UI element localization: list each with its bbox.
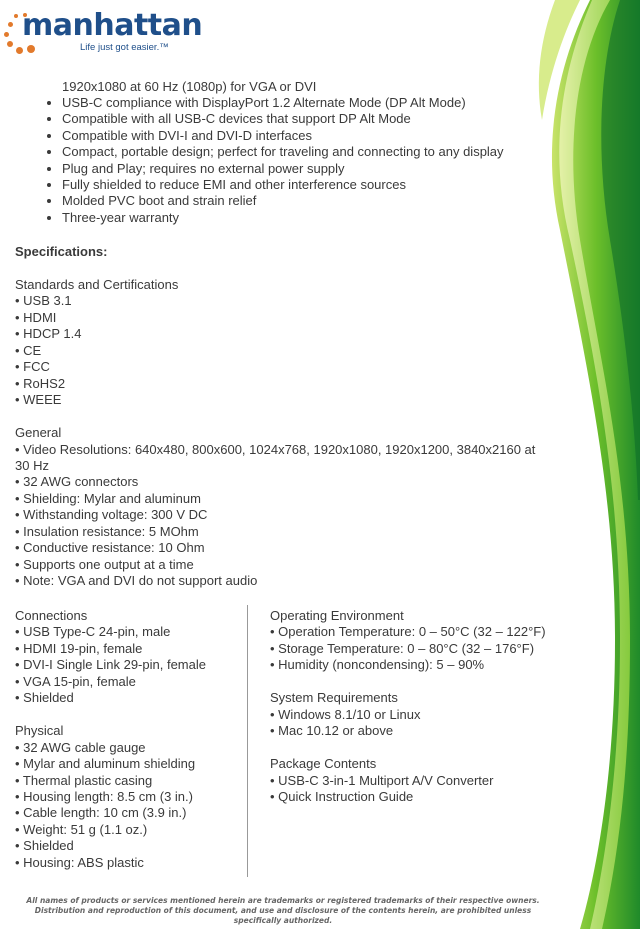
- spec-item: • FCC: [15, 359, 50, 375]
- spec-item: • Weight: 51 g (1.1 oz.): [15, 821, 148, 837]
- spec-item: • Note: VGA and DVI do not support audio: [15, 573, 258, 589]
- spec-item: • Shielded: [15, 690, 74, 706]
- spec-item: • Windows 8.1/10 or Linux: [270, 706, 421, 722]
- specifications-heading: Specifications:: [15, 244, 108, 259]
- feature-item: • Fully shielded to reduce EMI and other interference sources: [62, 177, 504, 193]
- spec-item: • Conductive resistance: 10 Ohm: [15, 540, 205, 556]
- spec-item: • Quick Instruction Guide: [270, 788, 414, 804]
- spec-item: 30 Hz: [15, 457, 49, 473]
- feature-item: • Compatible with all USB-C devices that support DP Alt Mode: [62, 111, 504, 127]
- legal-footer: All names of products or services mentioned herein are trademarks or registered trademarks of their respective owners. Distribution and reproduction of this document, and use and disclosure of the contents herein, are prohibited unless specifically authorized.: [26, 896, 540, 925]
- main-spec-sections: [15, 277, 535, 590]
- section-title: System Requirements: [270, 690, 398, 706]
- spec-item: • USB Type-C 24-pin, male: [15, 624, 171, 640]
- feature-item: • Molded PVC boot and strain relief: [62, 193, 504, 209]
- spec-item: • Insulation resistance: 5 MOhm: [15, 523, 199, 539]
- feature-item: • Plug and Play; requires no external power supply: [62, 161, 504, 177]
- spec-item: • USB-C 3-in-1 Multiport A/V Converter: [270, 772, 494, 788]
- feature-item: • Three-year warranty: [62, 210, 504, 226]
- spec-item: • DVI-I Single Link 29-pin, female: [15, 657, 206, 673]
- spec-item: • HDMI: [15, 309, 57, 325]
- spec-item: • 32 AWG cable gauge: [15, 739, 146, 755]
- spec-item: • Mac 10.12 or above: [270, 723, 394, 739]
- spec-item: • HDCP 1.4: [15, 326, 82, 342]
- spec-item: • HDMI 19-pin, female: [15, 640, 143, 656]
- logo-tagline: Life just got easier.™: [80, 42, 169, 53]
- section-title: Physical: [15, 723, 64, 739]
- spec-item: • Humidity (noncondensing): 5 – 90%: [270, 657, 485, 673]
- feature-item: • USB-C compliance with DisplayPort 1.2 Alternate Mode (DP Alt Mode): [62, 95, 504, 111]
- spec-item: • 32 AWG connectors: [15, 474, 139, 490]
- spec-item: • Video Resolutions: 640x480, 800x600, 1024x768, 1920x1080, 1920x1200, 3840x2160 at: [15, 441, 536, 457]
- feature-list: [44, 95, 504, 226]
- spec-item: • Housing length: 8.5 cm (3 in.): [15, 788, 193, 804]
- feature-item: • Compact, portable design; perfect for traveling and connecting to any display: [62, 144, 504, 160]
- section-title: Package Contents: [270, 756, 377, 772]
- right-spec-column: [270, 608, 546, 805]
- column-divider: [247, 605, 248, 877]
- spec-item: • RoHS2: [15, 375, 66, 391]
- left-spec-column: [15, 608, 206, 871]
- intro-line: 1920x1080 at 60 Hz (1080p) for VGA or DVI: [62, 79, 317, 94]
- spec-item: • Cable length: 10 cm (3.9 in.): [15, 805, 187, 821]
- section-title: Operating Environment: [270, 608, 404, 623]
- spec-item: • WEEE: [15, 392, 62, 408]
- spec-item: • Housing: ABS plastic: [15, 854, 144, 870]
- spec-item: • Operation Temperature: 0 – 50°C (32 – 122°F): [270, 624, 546, 640]
- spec-item: • Mylar and aluminum shielding: [15, 756, 196, 772]
- spec-item: • VGA 15-pin, female: [15, 673, 136, 689]
- spec-item: • Thermal plastic casing: [15, 772, 153, 788]
- spec-item: • Withstanding voltage: 300 V DC: [15, 507, 208, 523]
- feature-item: • Compatible with DVI-I and DVI-D interfaces: [62, 128, 504, 144]
- spec-item: • USB 3.1: [15, 293, 72, 309]
- spec-item: • Shielding: Mylar and aluminum: [15, 490, 201, 506]
- section-title: Standards and Certifications: [15, 277, 179, 292]
- spec-item: • Shielded: [15, 838, 74, 854]
- spec-item: • CE: [15, 342, 42, 358]
- section-title: General: [15, 425, 62, 441]
- spec-item: • Storage Temperature: 0 – 80°C (32 – 176°F): [270, 640, 535, 656]
- section-title: Connections: [15, 608, 88, 623]
- logo-wordmark: manhattan: [22, 8, 203, 43]
- spec-item: • Supports one output at a time: [15, 556, 194, 572]
